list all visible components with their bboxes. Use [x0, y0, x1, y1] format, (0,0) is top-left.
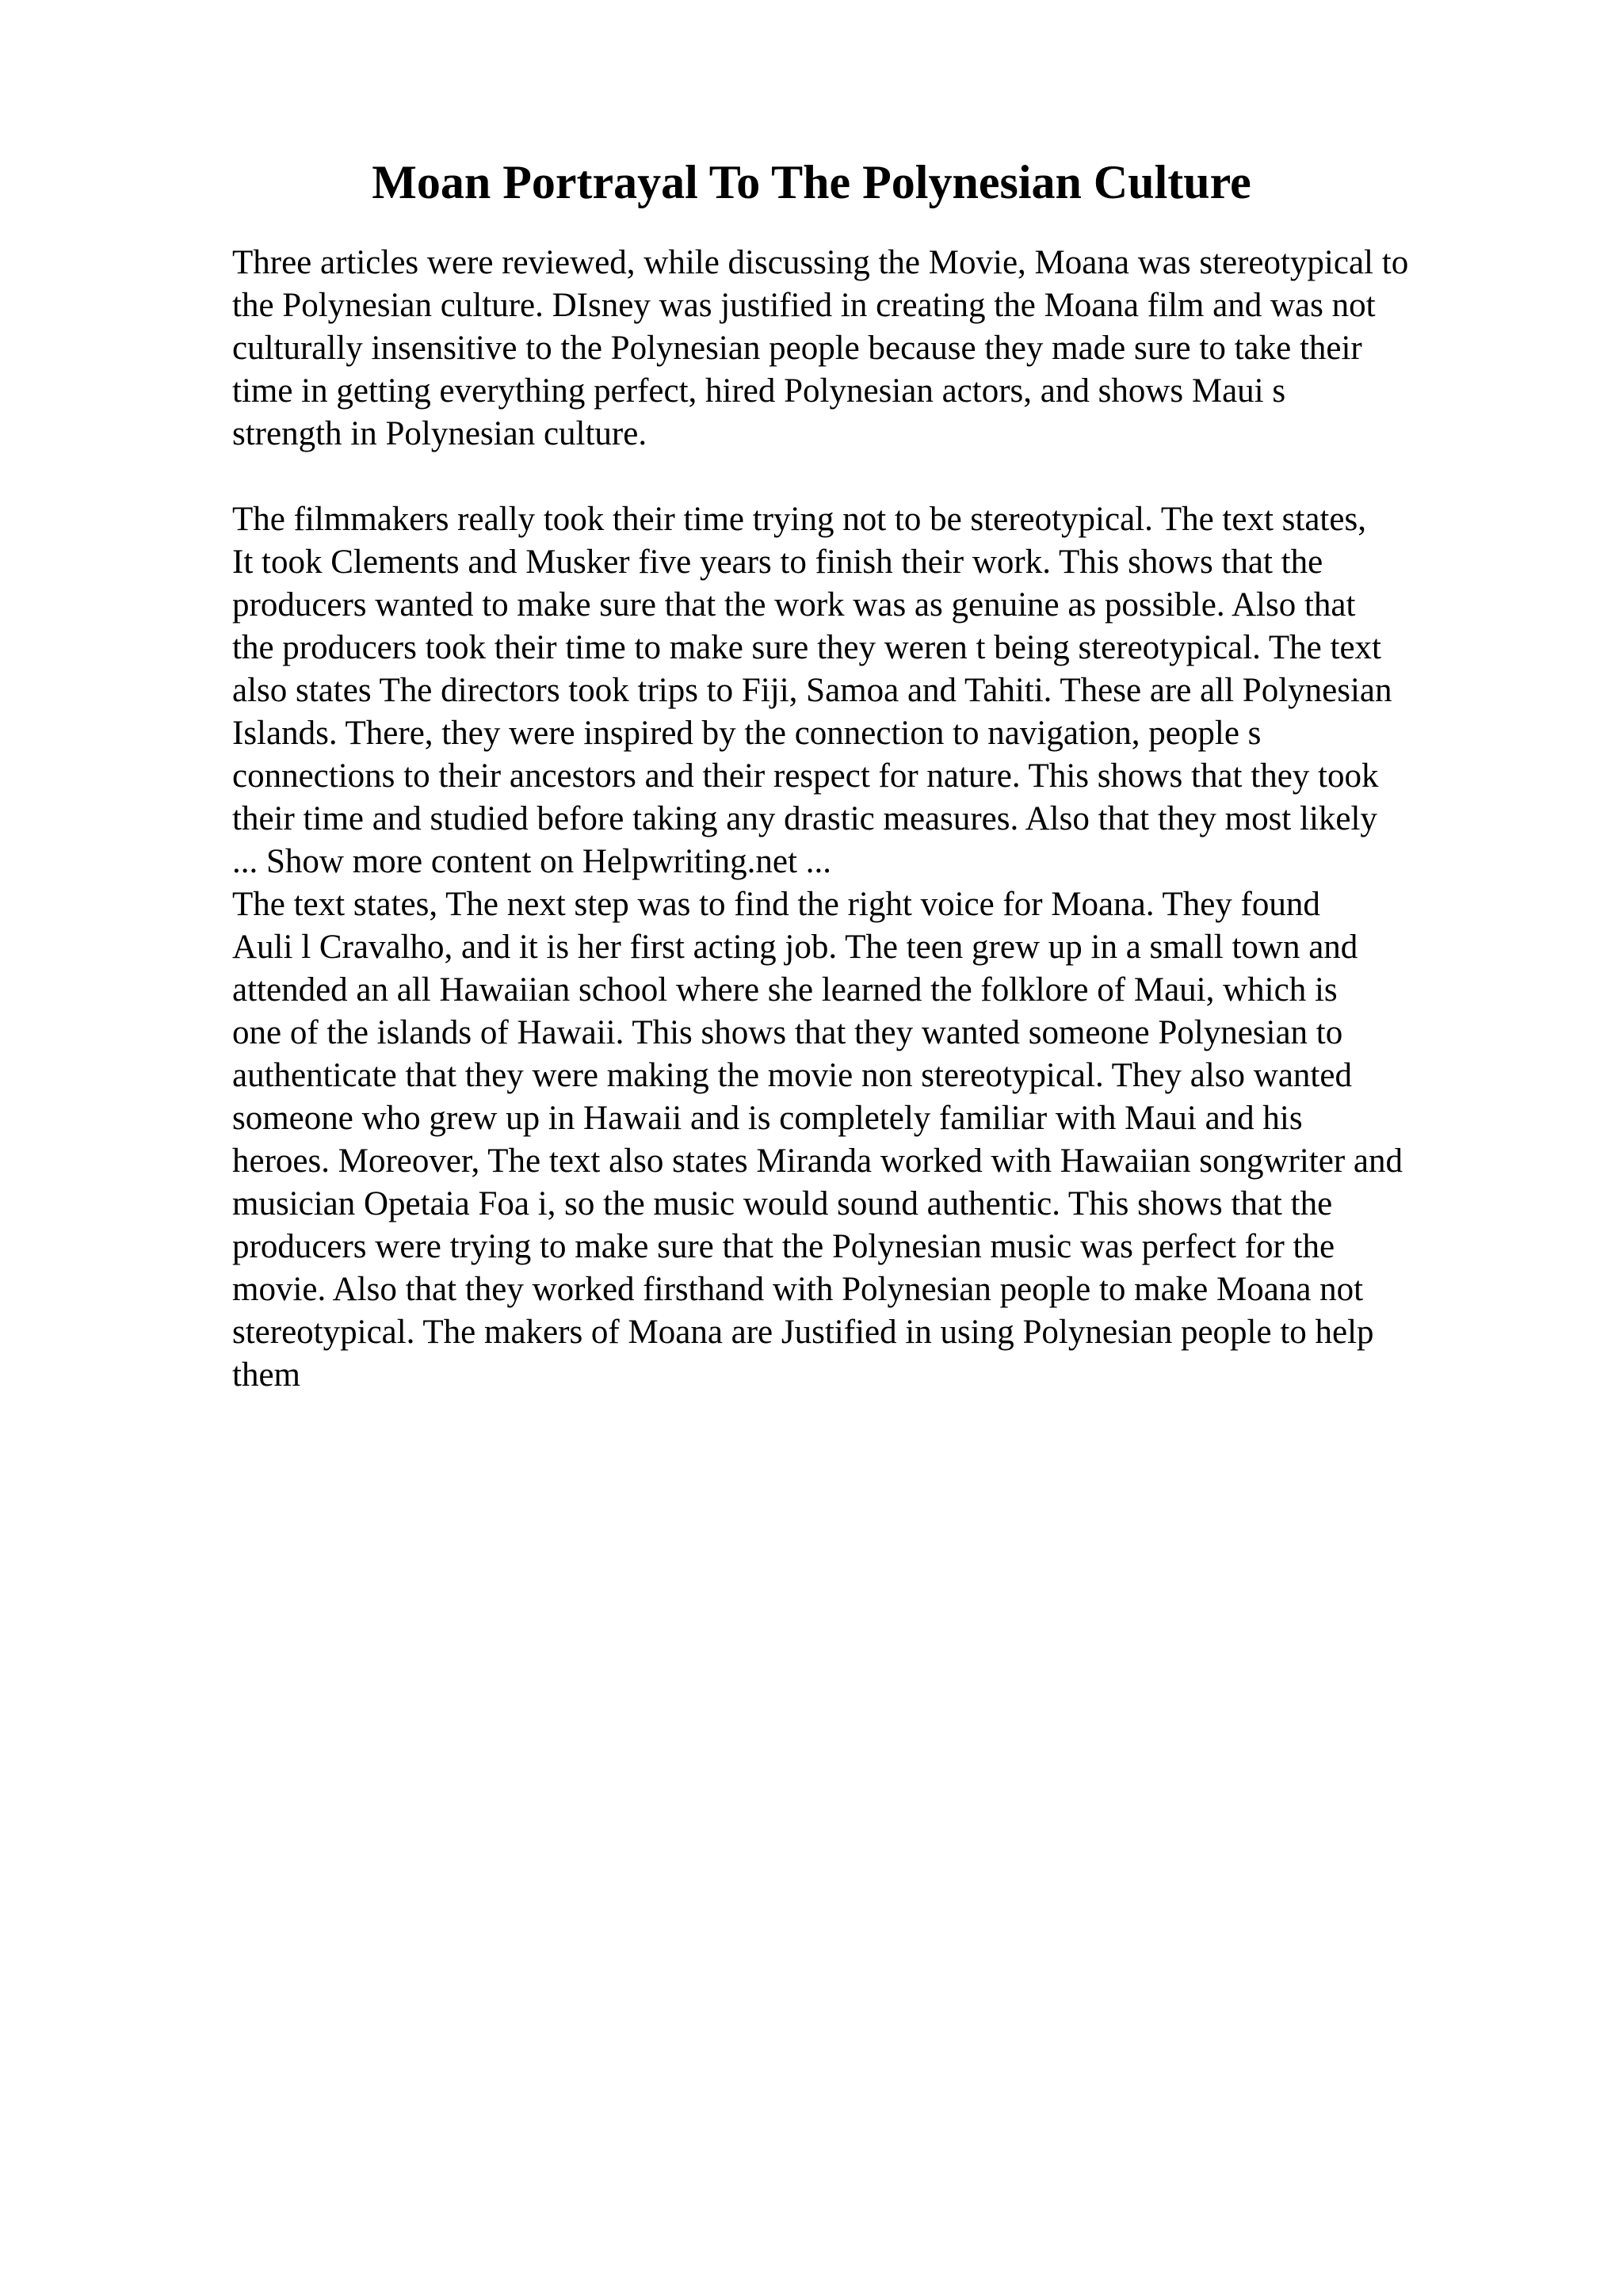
text-line: one of the islands of Hawaii. This shows that they wanted someone Polynesian to	[232, 1014, 1343, 1051]
text-line: someone who grew up in Hawaii and is completely familiar with Maui and his	[232, 1100, 1303, 1137]
text-line: Three articles were reviewed, while discussing the Movie, Moana was stereotypical to	[232, 244, 1409, 281]
paragraph-intro	[232, 242, 1532, 456]
text-line: stereotypical. The makers of Moana are Justified in using Polynesian people to help	[232, 1314, 1374, 1351]
text-line: The text states, The next step was to find the right voice for Moana. They found	[232, 886, 1320, 923]
text-line: musician Opetaia Foa i, so the music would sound authentic. This shows that the	[232, 1185, 1333, 1222]
text-line: heroes. Moreover, The text also states Miranda worked with Hawaiian songwriter and	[232, 1142, 1403, 1180]
text-line: time in getting everything perfect, hired Polynesian actors, and shows Maui s	[232, 372, 1286, 410]
text-line: the Polynesian culture. DIsney was justified in creating the Moana film and was not	[232, 287, 1376, 324]
paragraph-voice	[232, 883, 1532, 1397]
text-line: Auli l Cravalho, and it is her first acting job. The teen grew up in a small town and	[232, 929, 1358, 966]
paragraph-spacer	[232, 456, 1532, 498]
text-line: It took Clements and Musker five years to finish their work. This shows that the	[232, 543, 1323, 581]
text-line: attended an all Hawaiian school where she learned the folklore of Maui, which is	[232, 971, 1338, 1009]
text-line: the producers took their time to make sure they weren t being stereotypical. The text	[232, 629, 1381, 666]
text-line: producers wanted to make sure that the work was as genuine as possible. Also that	[232, 586, 1356, 624]
text-line: also states The directors took trips to Fiji, Samoa and Tahiti. These are all Polynesian	[232, 672, 1392, 709]
text-line: strength in Polynesian culture.	[232, 415, 647, 452]
text-line: producers were trying to make sure that the Polynesian music was perfect for the	[232, 1228, 1335, 1265]
text-line: authenticate that they were making the movie non stereotypical. They also wanted	[232, 1057, 1352, 1094]
text-line: connections to their ancestors and their respect for nature. This shows that they took	[232, 757, 1379, 795]
text-line: movie. Also that they worked firsthand with Polynesian people to make Moana not	[232, 1271, 1364, 1308]
document-body	[232, 242, 1532, 1397]
text-line: culturally insensitive to the Polynesian people because they made sure to take their	[232, 330, 1362, 367]
show-more-line: ... Show more content on Helpwriting.net ...	[232, 843, 831, 880]
paragraph-filmmakers	[232, 498, 1532, 883]
text-line: them	[232, 1356, 300, 1394]
text-line: The filmmakers really took their time trying not to be stereotypical. The text states,	[232, 501, 1366, 538]
text-line: their time and studied before taking any drastic measures. Also that they most likely	[232, 800, 1377, 837]
text-line: Islands. There, they were inspired by the connection to navigation, people s	[232, 715, 1262, 752]
document-title: Moan Portrayal To The Polynesian Culture	[372, 156, 1251, 208]
